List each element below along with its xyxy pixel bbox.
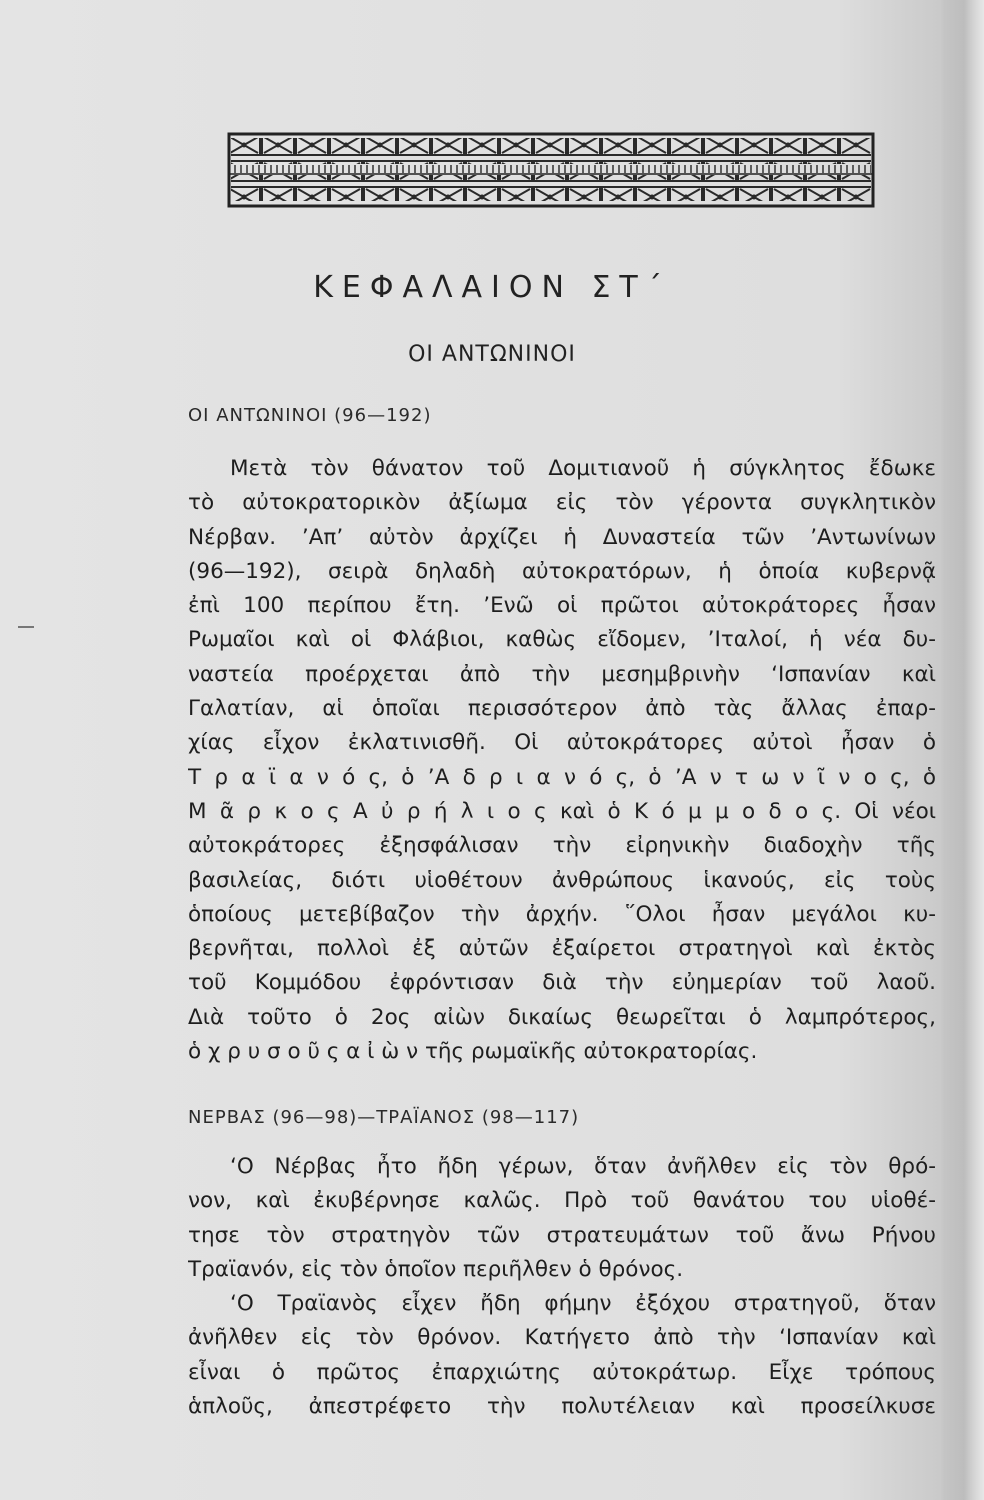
- chapter-subtitle: ΟΙ ΑΝΤΩΝΙΝΟΙ: [408, 342, 576, 367]
- text-line: ναστεία προέρχεται ἀπὸ τὴν μεσημβρινὴν ‘Ισπανίαν καὶ: [188, 661, 936, 687]
- decorative-border-ornament: [227, 132, 875, 208]
- text-line: Μετὰ τὸν θάνατον τοῦ Δομιτιανοῦ ἡ σύγκλητος ἔδωκε: [230, 456, 936, 481]
- text-line: βερνῆται, πολλοὶ ἐξ αὐτῶν ἐξαίρετοι στρατηγοὶ καὶ ἐκτὸς: [188, 936, 936, 962]
- chapter-title: ΚΕΦΑΛΑΙΟΝ ΣΤ΄: [313, 270, 671, 305]
- text-line: Τραϊανόν, εἰς τὸν ὁποῖον περιῆλθεν ὁ θρόνος.: [188, 1256, 684, 1282]
- paragraph-nerva-trajan: [188, 1150, 936, 1424]
- text-line: χίας εἶχον ἐκλατινισθῆ. Οἱ αὐτοκράτορες αὐτοὶ ἦσαν ὁ: [188, 730, 936, 756]
- text-line: τοῦ Κομμόδου ἐφρόντισαν διὰ τὴν εὐημερίαν τοῦ λαοῦ.: [188, 970, 936, 996]
- text-line: τησε τὸν στρατηγὸν τῶν στρατευμάτων τοῦ ἄνω Ρήνου: [188, 1222, 936, 1248]
- text-line: ‘Ο Νέρβας ἦτο ἤδη γέρων, ὅταν ἀνῆλθεν εἰς τὸν θρό-: [230, 1154, 936, 1179]
- text-line: βασιλείας, διότι υἱοθέτουν ἀνθρώπους ἱκανούς, εἰς τοὺς: [188, 867, 936, 893]
- text-line: Τ ρ α ϊ α ν ό ς, ὁ ’Α δ ρ ι α ν ό ς, ὁ ’Α ν τ ω ν ῖ ν ο ς, ὁ: [188, 764, 936, 790]
- text-line: Διὰ τοῦτο ὁ 2ος αἰὼν δικαίως θεωρεῖται ὁ λαμπρότερος,: [188, 1004, 936, 1030]
- section-heading-nerva-trajan: ΝΕΡΒΑΣ (96—98)—ΤΡΑΪΑΝΟΣ (98—117): [188, 1107, 580, 1128]
- page-edge-shadow: [940, 0, 984, 1500]
- paragraph-antonines: [188, 452, 936, 1069]
- section-heading-antonines: ΟΙ ΑΝΤΩΝΙΝΟΙ (96—192): [188, 405, 432, 426]
- text-line: ὁποίους μετεβίβαζον τὴν ἀρχήν. ῞Ολοι ἦσαν μεγάλοι κυ-: [188, 901, 936, 927]
- text-line: Γαλατίαν, αἱ ὁποῖαι περισσότερον ἀπὸ τὰς ἄλλας ἐπαρ-: [188, 696, 936, 722]
- text-line: ‘Ο Τραϊανὸς εἶχεν ἤδη φήμην ἐξόχου στρατηγοῦ, ὅταν: [230, 1291, 936, 1317]
- text-line: νον, καὶ ἐκυβέρνησε καλῶς. Πρὸ τοῦ θανάτου του υἱοθέ-: [188, 1188, 936, 1214]
- text-line: τὸ αὐτοκρατορικὸν ἀξίωμα εἰς τὸν γέροντα συγκλητικὸν: [188, 490, 936, 516]
- text-line: εἶναι ὁ πρῶτος ἐπαρχιώτης αὐτοκράτωρ. Εἶχε τρόπους: [188, 1359, 936, 1385]
- text-line: (96—192), σειρὰ δηλαδὴ αὐτοκρατόρων, ἡ ὁποία κυβερνᾷ: [188, 558, 936, 584]
- text-line: ἀνῆλθεν εἰς τὸν θρόνον. Κατήγετο ἀπὸ τὴν ‘Ισπανίαν καὶ: [188, 1325, 936, 1351]
- text-line: Μ ᾶ ρ κ ο ς Α ὐ ρ ή λ ι ο ς καὶ ὁ Κ ό μ μ ο δ ο ς. Οἱ νέοι: [188, 798, 936, 824]
- text-line: Ρωμαῖοι καὶ οἱ Φλάβιοι, καθὼς εἴδομεν, ’Ιταλοί, ἡ νέα δυ-: [188, 627, 936, 653]
- text-line: ἐπὶ 100 περίπου ἔτη. ’Ενῶ οἱ πρῶτοι αὐτοκράτορες ἦσαν: [188, 593, 936, 619]
- text-line: ἁπλοῦς, ἀπεστρέφετο τὴν πολυτέλειαν καὶ προσείλκυσε: [188, 1394, 936, 1420]
- margin-mark: [18, 626, 34, 628]
- text-line: αὐτοκράτορες ἐξησφάλισαν τὴν εἰρηνικὴν διαδοχὴν τῆς: [188, 833, 936, 859]
- text-line: Νέρβαν. ’Απ’ αὐτὸν ἀρχίζει ἡ Δυναστεία τῶν ’Αντωνίνων: [188, 524, 936, 550]
- text-line: ὁ χ ρ υ σ ο ῦ ς α ἰ ὼ ν τῆς ρωμαϊκῆς αὐτοκρατορίας.: [188, 1039, 758, 1065]
